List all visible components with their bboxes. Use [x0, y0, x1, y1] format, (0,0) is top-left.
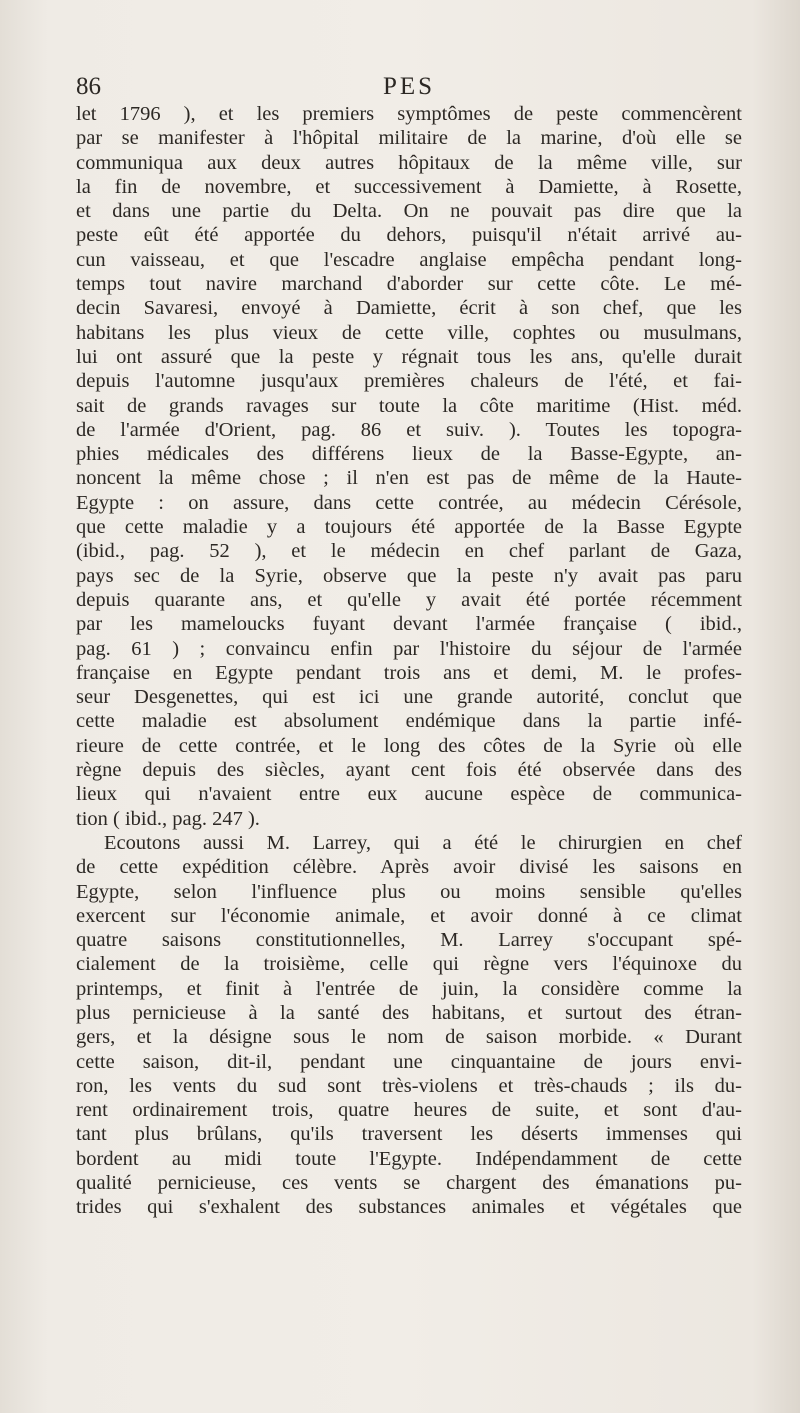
text-line: française en Egypte pendant trois ans et demi, M. le profes- [76, 661, 742, 684]
text-line: (ibid., pag. 52 ), et le médecin en chef parlant de Gaza, [76, 540, 742, 563]
text-line: qualité pernicieuse, ces vents se chargent des émanations pu- [76, 1172, 742, 1195]
text-line: bordent au midi toute l'Egypte. Indépendamment de cette [76, 1147, 742, 1170]
text-line: printemps, et finit à l'entrée de juin, la considère comme la [76, 977, 742, 1000]
text-line: rent ordinairement trois, quatre heures de suite, et sont d'au- [76, 1099, 742, 1122]
text-line: de l'armée d'Orient, pag. 86 et suiv. ). Toutes les topogra- [76, 418, 742, 441]
text-line: rieure de cette contrée, et le long des côtes de la Syrie où elle [76, 734, 742, 757]
text-line: tant plus brûlans, qu'ils traversent les déserts immenses qui [76, 1123, 742, 1146]
text-line: Ecoutons aussi M. Larrey, qui a été le chirurgien en chef [104, 831, 742, 854]
text-line: de cette expédition célèbre. Après avoir divisé les saisons en [76, 856, 742, 879]
text-line: temps tout navire marchand d'aborder sur cette côte. Le mé- [76, 273, 742, 296]
text-line: pag. 61 ) ; convaincu enfin par l'histoire du séjour de l'armée [76, 637, 742, 660]
text-line: phies médicales des différens lieux de la Basse-Egypte, an- [76, 443, 742, 466]
text-line: règne depuis des siècles, ayant cent fois été observée dans des [76, 759, 742, 782]
text-line: depuis l'automne jusqu'aux premières chaleurs de l'été, et fai- [76, 370, 742, 393]
text-line: et dans une partie du Delta. On ne pouvait pas dire que la [76, 200, 742, 223]
text-line: lui ont assuré que la peste y régnait tous les ans, qu'elle durait [76, 345, 742, 368]
running-head: PES [382, 73, 436, 100]
text-line: decin Savaresi, envoyé à Damiette, écrit à son chef, que les [76, 297, 742, 320]
text-line: noncent la même chose ; il n'en est pas de même de la Haute- [76, 467, 742, 490]
text-line: cun vaisseau, et que l'escadre anglaise empêcha pendant long- [76, 248, 742, 271]
body-text [76, 102, 742, 1220]
text-line: communiqua aux deux autres hôpitaux de la même ville, sur [76, 151, 742, 174]
text-line: gers, et la désigne sous le nom de saison morbide. « Durant [76, 1026, 742, 1049]
text-line: par les mameloucks fuyant devant l'armée française ( ibid., [76, 613, 742, 636]
text-line: plus pernicieuse à la santé des habitans, et surtout des étran- [76, 1001, 742, 1024]
page-number: 86 [76, 73, 101, 100]
text-line: lieux qui n'avaient entre eux aucune espèce de communica- [76, 783, 742, 806]
paragraph [76, 102, 742, 831]
page-header [76, 70, 742, 104]
text-line: trides qui s'exhalent des substances animales et végétales que [76, 1196, 742, 1219]
text-line: exercent sur l'économie animale, et avoir donné à ce climat [76, 904, 742, 927]
text-line: cette saison, dit-il, pendant une cinquantaine de jours envi- [76, 1050, 742, 1073]
text-line: pays sec de la Syrie, observe que la peste n'y avait pas paru [76, 564, 742, 587]
text-line: tion ( ibid., pag. 247 ). [76, 807, 260, 830]
text-line: par se manifester à l'hôpital militaire de la marine, d'où elle se [76, 127, 742, 150]
text-line: ron, les vents du sud sont très-violens et très-chauds ; ils du- [76, 1074, 742, 1097]
text-line: Egypte, selon l'influence plus ou moins sensible qu'elles [76, 880, 742, 903]
paragraph [76, 831, 742, 1220]
text-line: habitans les plus vieux de cette ville, cophtes ou musulmans, [76, 321, 742, 344]
text-line: la fin de novembre, et successivement à Damiette, à Rosette, [76, 175, 742, 198]
text-line: seur Desgenettes, qui est ici une grande autorité, conclut que [76, 686, 742, 709]
text-line: cialement de la troisième, celle qui règne vers l'équinoxe du [76, 953, 742, 976]
text-line: sait de grands ravages sur toute la côte maritime (Hist. méd. [76, 394, 742, 417]
text-line: que cette maladie y a toujours été apportée de la Basse Egypte [76, 516, 742, 539]
text-line: Egypte : on assure, dans cette contrée, au médecin Cérésole, [76, 491, 742, 514]
text-line: quatre saisons constitutionnelles, M. Larrey s'occupant spé- [76, 929, 742, 952]
text-line: let 1796 ), et les premiers symptômes de peste commencèrent [76, 103, 742, 125]
text-line: cette maladie est absolument endémique dans la partie infé- [76, 710, 742, 733]
text-line: depuis quarante ans, et qu'elle y avait été portée récemment [76, 588, 742, 611]
text-line: peste eût été apportée du dehors, puisqu'il n'était arrivé au- [76, 224, 742, 247]
